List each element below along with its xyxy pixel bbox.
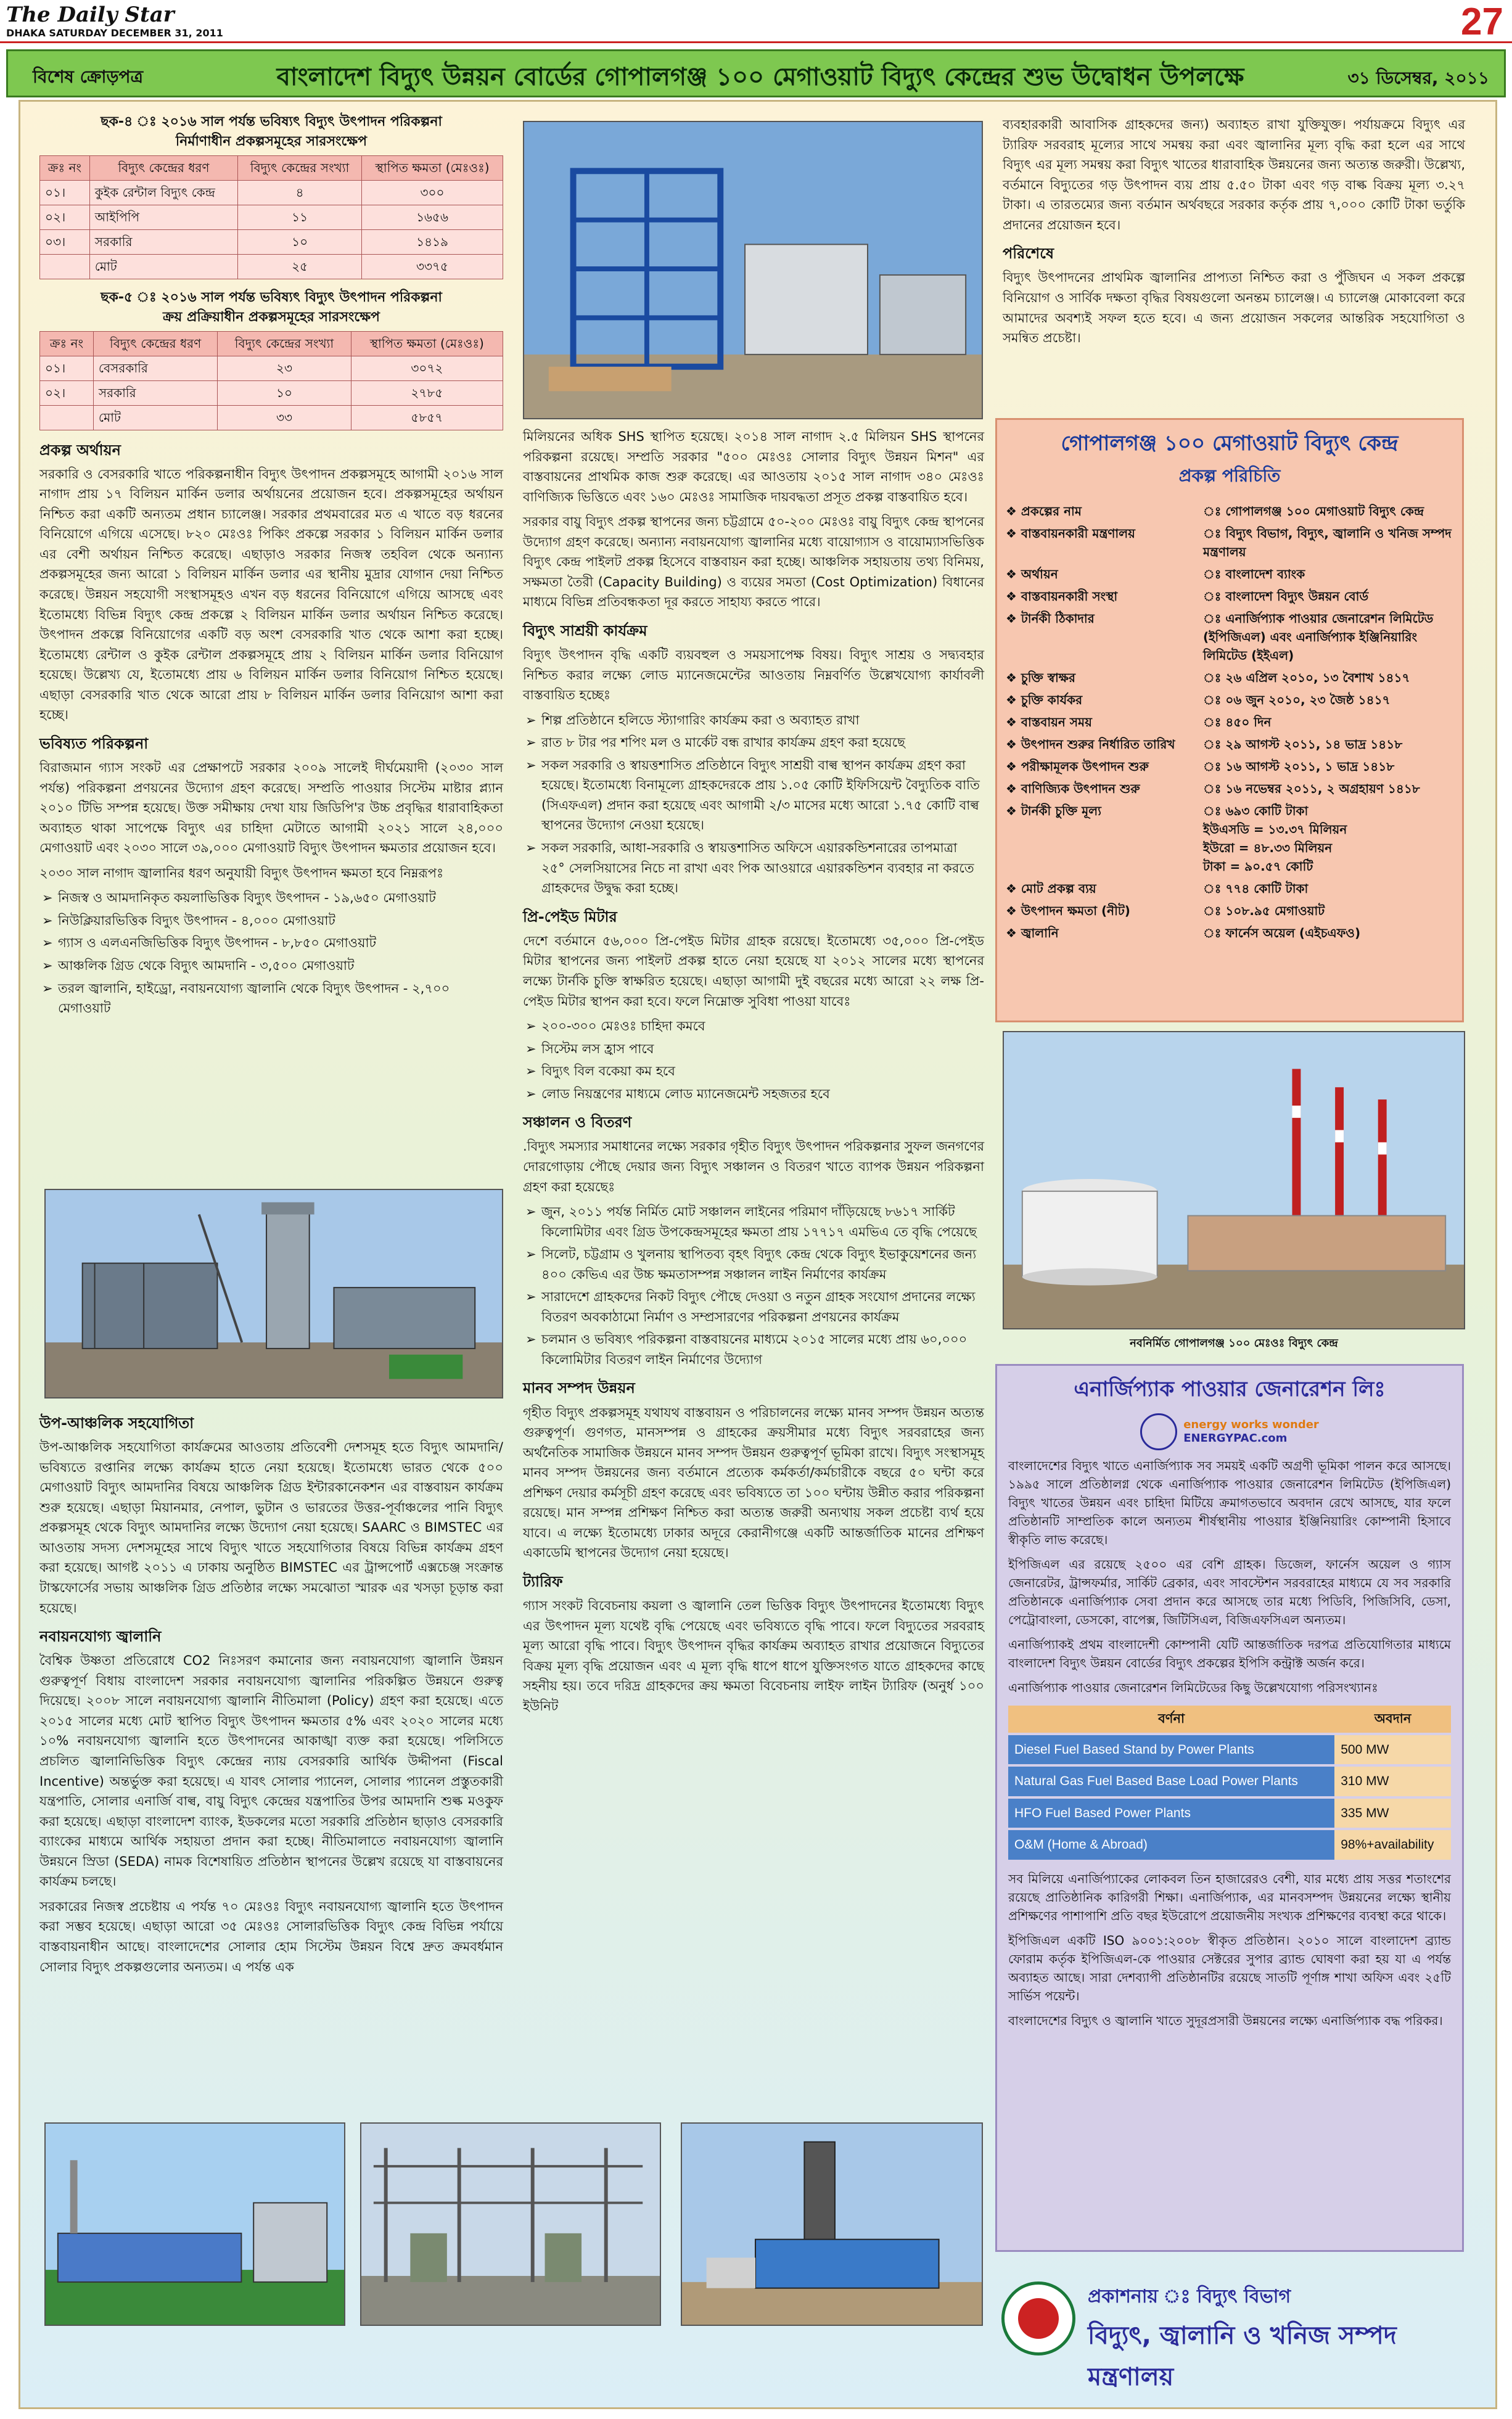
energypac-para-2: ইপিজিএল এর রয়েছে ২৫০০ এর বেশি গ্রাহক। ডিজেল, ফার্নেস অয়েল ও গ্যাস জেনারেটর, ট্রান্সফর্মার, সার্কিট ব্রেকার, এবং সাবস্টেশন সরবরাহের মাধ্যমে যে সব সরকারি প্রতিষ্ঠানকে এনার্জিপ্যাক সেবা প্রদান করে আসছে তার মধ্যে পিডিবি, পিজিসিবি, ডেসা, পেট্রোবাংলা, ডেসকো, বাপেক্স, জিটিসিএল, বিজিএফসিএল অন্যতম। bbox=[1008, 1557, 1451, 1627]
photo-turbine-hall-image bbox=[682, 2124, 982, 2325]
dateline: DHAKA SATURDAY DECEMBER 31, 2011 bbox=[6, 27, 223, 39]
profile-row bbox=[997, 755, 1462, 778]
profile-key: ❖ বাস্তবায়ন সময় bbox=[1006, 713, 1203, 731]
table2-header: স্থাপিত ক্ষমতা (মেঃওঃ) bbox=[351, 331, 503, 356]
stats-desc: HFO Fuel Based Power Plants bbox=[1008, 1799, 1334, 1828]
table-cell: কুইক রেন্টাল বিদ্যুৎ কেন্দ্র bbox=[89, 180, 237, 205]
paragraph-prepaid: দেশে বর্তমানে ৫৬,০০০ প্রি-পেইড মিটার গ্রাহক রয়েছে। ইতোমধ্যে ৩৫,০০০ প্রি-পেইড মিটার স্থাপনের জন্য পাইলট প্রকল্প হাতে নেয়া হয়েছে যা ২০১২ সালের মধ্যে স্থাপনের লক্ষ্যে টার্নকি চুক্তি স্বাক্ষরিত হয়েছে। এছাড়া আগামী দুই বছরের মধ্যে আরো ২২ লক্ষ প্রি-পেইড মিটার স্থাপন করা হবে। ফলে নিম্নোক্ত সুবিধা পাওয়া যাবেঃ bbox=[523, 933, 985, 1009]
table-cell: ৩৩ bbox=[218, 405, 351, 430]
paragraph-tariff: গ্যাস সংকট বিবেচনায় কয়লা ও জ্বালানি তেল ভিত্তিক বিদ্যুৎ উৎপাদনের ইতোমধ্যে বিদ্যুৎ এর উৎপাদন মূল্য যথেষ্ট বৃদ্ধি পেয়েছে এবং ভবিষ্যতে বৃদ্ধি পাবে। ফলে বিদ্যুতের সরবরাহ মূল্য আরো বৃদ্ধি পাবে। বিদ্যুৎ উৎপাদন বৃদ্ধির কার্যক্রম অব্যাহত রাখার প্রয়োজনে বিদ্যুতের বিক্রয় মূল্য বৃদ্ধি প্রয়োজন এবং এ মূল্য বৃদ্ধি ধাপে ধাপে যুক্তিসংগত যাতে গ্রাহকদের কাছে সহনীয় হয়। তবে দরিদ্র গ্রাহকদের ক্রয় ক্ষমতা বিবেচনায় লাইফ লাইন ট্যারিফ (অনুর্ধ ১০০ ইউনিট bbox=[523, 1598, 984, 1714]
photo-turbine-hall bbox=[681, 2122, 983, 2326]
energypac-para-1: বাংলাদেশের বিদ্যুৎ খাতে এনার্জিপ্যাক সব সময়ই একটি অগ্রণী ভূমিকা পালন করে আসছে। ১৯৯৫ সালে প্রতিষ্ঠালগ্ন থেকে এনার্জিপ্যাক পাওয়ার জেনারেশন লিমিটেড (ইপিজিএল) বিদ্যুৎ খাতের উন্নয়ন এবং চাহিদা মিটিয়ে ক্রমাগতভাবে অবদান রেখে আসছে, যার ফলে প্রতিষ্ঠানটি সাম্প্রতিক কালে অন্যতম শীর্ষস্থানীয় পাওয়ার ইঞ্জিনিয়ারিং কোম্পানী হিসাবে স্বীকৃতি লাভ করেছে। bbox=[1008, 1458, 1451, 1547]
table-row bbox=[1008, 1830, 1451, 1860]
table-row bbox=[40, 205, 503, 229]
energypac-box bbox=[995, 1364, 1464, 2252]
profile-row bbox=[997, 607, 1462, 667]
paragraph-renewable: বৈশ্বিক উষ্ণতা প্রতিরোধে CO2 নিঃসরণ কমানোর জন্য নবায়নযোগ্য জ্বালানি উন্নয়ন গুরুত্বপূর্ণ বিধায় বাংলাদেশ সরকার নবায়নযোগ্য জ্বালানির পরিকল্পিত উন্নয়নে গুরুত্ব দিয়েছে। ২০০৮ সালে নবায়নযোগ্য জ্বালানি নীতিমালা (Policy) গ্রহণ করা হয়েছে। এতে ২০১৫ সালের মধ্যে মোট স্থাপিত বিদ্যুৎ উৎপাদন ক্ষমতার ৫% এবং ২০২০ সালের মধ্যে ১০% নবায়নযোগ্য জ্বালানি হতে উৎপাদনের আকাঙ্খা ব্যক্ত করা হয়েছে। পলিসিতে প্রচলিত জ্বালানিভিত্তিক বিদ্যুৎ কেন্দ্রের ন্যায় বেসরকারি আর্থিক উদ্দীপনা (Fiscal Incentive) অন্তর্ভুক্ত করা হয়েছে। এ যাবৎ সোলার প্যানেল, সোলার প্যানেল প্রস্তুতকারী যন্ত্রপাতি, সোলার এনার্জি বাল্ব, বায়ু বিদ্যুৎ কেন্দ্রের যন্ত্রপাতির উপর আমদানি শুল্ক মওকুফ করা হয়েছে। এছাড়া বাংলাদেশ ব্যাংক, ইডকলের মতো সরকারি প্রতিষ্ঠান ছাড়াও বেসরকারি ব্যাংকের মাধ্যমে আর্থিক সহায়তা প্রদান করা হচ্ছে। নীতিমালাতে নবায়নযোগ্য জ্বালানি উন্নয়নে স্রিডা (SEDA) নামক বিশেষায়িত প্রতিষ্ঠান স্থাপনের উল্লেখ রয়েছে যা বাস্তবায়নের কার্যক্রম চলছে। bbox=[39, 1653, 503, 1889]
table-cell: ০১। bbox=[40, 356, 94, 380]
list-item: ➢ আঞ্চলিক গ্রিড থেকে বিদ্যুৎ আমদানি - ৩,৫০০ মেগাওয়াট bbox=[39, 956, 503, 976]
energypac-title: এনার্জিপ্যাক পাওয়ার জেনারেশন লিঃ bbox=[1074, 1377, 1386, 1402]
left-column bbox=[39, 112, 503, 1024]
table-row bbox=[1008, 1767, 1451, 1796]
table-cell: ৩৩৭৫ bbox=[362, 254, 503, 279]
table-cell: ১০ bbox=[218, 380, 351, 405]
profile-key: ❖ বাস্তবায়নকারী মন্ত্রণালয় bbox=[1006, 524, 1203, 561]
energypac-para-4: এনার্জিপ্যাক পাওয়ার জেনারেশন লিমিটেডের কিছু উল্লেখযোগ্য পরিসংখ্যানঃ bbox=[1008, 1680, 1378, 1695]
profile-value: ঃ এনার্জিপ্যাক পাওয়ার জেনারেশন লিমিটেড (ইপিজিএল) এবং এনার্জিপ্যাক ইঞ্জিনিয়ারিং লিমিটেড (ইইএল) bbox=[1203, 609, 1453, 665]
profile-value: ঃ গোপালগঞ্জ ১০০ মেগাওয়াট বিদ্যুৎ কেন্দ্র bbox=[1203, 502, 1453, 520]
list-item: ➢ তরল জ্বালানি, হাইড্রো, নবায়নযোগ্য জ্বালানি থেকে বিদ্যুৎ উৎপাদন - ২,৭০০ মেগাওয়াট bbox=[39, 979, 503, 1019]
profile-value: ঃ বাংলাদেশ ব্যাংক bbox=[1203, 565, 1453, 583]
middle-column bbox=[523, 427, 984, 1721]
publisher-line-2: বিদ্যুৎ, জ্বালানি ও খনিজ সম্পদ মন্ত্রণালয় bbox=[1088, 2322, 1397, 2391]
profile-row bbox=[997, 877, 1462, 900]
section-heading-saving: বিদ্যুৎ সাশ্রয়ী কার্যক্রম bbox=[523, 622, 647, 639]
table-row bbox=[40, 254, 503, 279]
table-cell: ১১ bbox=[238, 205, 362, 229]
list-item: ➢ চলমান ও ভবিষ্যৎ পরিকল্পনা বাস্তবায়নের মাধ্যমে ২০১৫ সালের মধ্যে প্রায় ৬০,০০০ কিলোমিটার বিতরণ লাইন নির্মাণের উদ্যোগ bbox=[523, 1329, 984, 1370]
table-cell: মোট bbox=[93, 405, 217, 430]
banner-date: ৩১ ডিসেম্বর, ২০১১ bbox=[1347, 68, 1489, 88]
paragraph-solar: মিলিয়নের অধিক SHS স্থাপিত হয়েছে। ২০১৪ সাল নাগাদ ২.৫ মিলিয়ন SHS স্থাপনের পরিকল্পনা রয়েছে। সম্প্রতি সরকার "৫০০ মেঃওঃ সোলার বিদ্যুৎ উন্নয়ন মিশন" এর বাস্তবায়নের প্রাথমিক কাজ শুরু করেছে। এর আওতায় ২০১৫ সাল নাগাদ ৩৪০ মেঃওঃ বাণিজ্যিক ভিত্তিতে এবং ১৬০ মেঃওঃ সামাজিক দায়বদ্ধতা প্রসূত প্রকল্প বাস্তবায়িত হবে। bbox=[523, 429, 984, 504]
list-item: ➢ লোড নিয়ন্ত্রণের মাধ্যমে লোড ম্যানেজমেন্ট সহজতর হবে bbox=[523, 1084, 984, 1104]
profile-value: ঃ ৬৯৩ কোটি টাকা ইউএসডি = ১৩.৩৭ মিলিয়ন ইউরো = ৪৮.৩৩ মিলিয়ন টাকা = ৯০.৫৭ কোটি bbox=[1203, 802, 1453, 876]
publisher-footer bbox=[995, 2269, 1464, 2399]
stats-header: অবদান bbox=[1334, 1706, 1451, 1733]
table-cell: ৩০০ bbox=[362, 180, 503, 205]
profile-value: ঃ ০৬ জুন ২০১০, ২৩ জৈষ্ঠ ১৪১৭ bbox=[1203, 691, 1453, 709]
publisher-line-1: প্রকাশনায় ঃ বিদ্যুৎ বিভাগ bbox=[1088, 2286, 1291, 2307]
table2-header: ক্রঃ নং bbox=[40, 331, 94, 356]
section-heading-financing: প্রকল্প অর্থায়ন bbox=[39, 441, 121, 459]
table2-header: বিদ্যুৎ কেন্দ্রের সংখ্যা bbox=[218, 331, 351, 356]
photo-power-plant-structure bbox=[523, 121, 983, 419]
energypac-logo-text bbox=[1183, 1418, 1319, 1445]
table-cell: সরকারি bbox=[89, 229, 237, 254]
paragraph-tariff-cont: ব্যবহারকারী আবাসিক গ্রাহকদের জন্য) অব্যাহত রাখা যুক্তিযুক্ত। পর্যায়ক্রমে বিদ্যুৎ এর ট্যারিফ সরবরাহ মূল্যের সাথে সমন্বয় করা এবং জ্বালানির মূল্য বৃদ্ধি করা হলে এর সাথে বিদ্যুৎ এর মূল্য সমন্বয় করা বিদ্যুৎ খাতের ধারাবাহিক উন্নয়নের জন্য অত্যন্ত জরুরী। উল্লেখ্য, বর্তমানে বিদ্যুতের গড় উৎপাদন ব্যয় প্রায় ৫.৫০ টাকা এবং গড় বাল্ক বিক্রয় মূল্য ৩.২৭ টাকা। এ তারতম্যের জন্য বর্তমান অর্থবছরে সরকার কর্তৃক প্রায় ৭,০০০ কোটি টাকা ভর্তুকি প্রদানের প্রয়োজন হবে। bbox=[1003, 117, 1465, 232]
table-cell: ০২। bbox=[40, 380, 94, 405]
table1-title-2: নির্মাণাধীন প্রকল্পসমূহের সারসংক্ষেপ bbox=[175, 133, 368, 149]
energypac-para-3: এনার্জিপ্যাকই প্রথম বাংলাদেশী কোম্পানী যেটি আন্তর্জাতিক দরপত্র প্রতিযোগিতার মাধ্যমে বাংলাদেশ বিদ্যুৎ উন্নয়ন বোর্ডের বিদ্যুৎ প্রকল্পের ইপিসি কন্ট্রাক্ট অর্জন করে। bbox=[1008, 1637, 1451, 1670]
profile-key: ❖ বাণিজ্যিক উৎপাদন শুরু bbox=[1006, 779, 1203, 798]
profile-value: ঃ ফার্নেস অয়েল (এইচএফও) bbox=[1203, 924, 1453, 942]
profile-value: ঃ বাংলাদেশ বিদ্যুৎ উন্নয়ন বোর্ড bbox=[1203, 587, 1453, 606]
profile-value: ঃ ১০৮.৯৫ মেগাওয়াট bbox=[1203, 901, 1453, 920]
supplement-banner bbox=[6, 49, 1506, 97]
list-item: ➢ গ্যাস ও এলএনজিভিত্তিক বিদ্যুৎ উৎপাদন - ৮,৮৫০ মেগাওয়াট bbox=[39, 933, 503, 953]
prepaid-list bbox=[523, 1016, 984, 1104]
list-item: ➢ নিউক্লিয়ারভিত্তিক বিদ্যুৎ উৎপাদন - ৪,০০০ মেগাওয়াট bbox=[39, 911, 503, 931]
photo-substation bbox=[360, 2122, 661, 2326]
profile-key: ❖ টার্নকী চুক্তি মূল্য bbox=[1006, 802, 1203, 876]
table-row bbox=[40, 356, 503, 380]
stats-value: 310 MW bbox=[1334, 1767, 1451, 1796]
government-seal-icon bbox=[1001, 2281, 1075, 2355]
paragraph-future-2: ২০৩০ সাল নাগাদ জ্বালানির ধরণ অনুযায়ী বিদ্যুৎ উৎপাদন ক্ষমতা হবে নিম্নরূপঃ bbox=[39, 865, 444, 881]
table-cell: বেসরকারি bbox=[93, 356, 217, 380]
energypac-url: ENERGYPAC.com bbox=[1183, 1432, 1288, 1445]
profile-row bbox=[997, 667, 1462, 689]
plant-photo-caption: নবনির্মিত গোপালগঞ্জ ১০০ মেঃওঃ বিদ্যুৎ কেন্দ্র bbox=[1130, 1337, 1338, 1350]
list-item: ➢ সিস্টেম লস হ্রাস পাবে bbox=[523, 1039, 984, 1059]
list-item: ➢ সিলেট, চট্টগ্রাম ও খুলনায় স্থাপিতব্য বৃহৎ বিদ্যুৎ কেন্দ্র থেকে বিদ্যুৎ ইভাকুয়েশনের জন্য ৪০০ কেভিএ এর উচ্চ ক্ষমতাসম্পন্ন সঞ্চালন লাইন নির্মাণের কার্যক্রম bbox=[523, 1244, 984, 1284]
profile-row bbox=[997, 778, 1462, 800]
paragraph-hr: গৃহীত বিদ্যুৎ প্রকল্পসমূহ যথাযথ বাস্তবায়ন ও পরিচালনের লক্ষ্যে মানব সম্পদ উন্নয়ন অত্যন্ত গুরুত্বপূর্ণ। গুণগত, মানসম্পন্ন ও গ্রাহকের ক্রয়সীমার মধ্যে বিদ্যুৎ সরবরাহের জন্য অর্থনৈতিক সামাজিক উন্নয়নে মানব সম্পদ উন্নয়ন গুরুত্বপূর্ণ ভূমিকা রাখে। বিদ্যুৎ সংস্থাসমূহ মানব সম্পদ উন্নয়নের জন্য বর্তমানে প্রত্যেক কর্মকর্তা/কর্মচারীকে বছরে ৫০ ঘন্টা করে প্রশিক্ষণ দেয়ার কর্মসূচী গ্রহণ করেছে এবং ভবিষ্যতে তা ১০০ ঘন্টায় উন্নীত করার পরিকল্পনা রয়েছে। মান সম্পন্ন প্রশিক্ষণ নিশ্চিত করা অত্যন্ত জরুরী অন্যথায় সকল প্রচেষ্টা ব্যর্থ হয়ে যাবে। এ লক্ষ্যে ইতোমধ্যে ঢাকার অদূরে কেরানীগঞ্জে একটি আন্তর্জাতিক মানের প্রশিক্ষণ একাডেমি স্থাপনের উদ্যোগ নেয়া হয়েছে। bbox=[523, 1405, 984, 1561]
table-cell: ৫৮৫৭ bbox=[351, 405, 503, 430]
profile-title: গোপালগঞ্জ ১০০ মেগাওয়াট বিদ্যুৎ কেন্দ্র bbox=[1061, 431, 1399, 456]
table-cell: ২৫ bbox=[238, 254, 362, 279]
list-item: ➢ রাত ৮ টার পর শপিং মল ও মার্কেট বন্ধ রাখার কার্যক্রম গ্রহণ করা হয়েছে bbox=[523, 733, 984, 753]
section-heading-conclusion: পরিশেষে bbox=[1003, 245, 1054, 263]
paragraph-wind: সরকার বায়ু বিদ্যুৎ প্রকল্প স্থাপনের জন্য চট্টগ্রামে ৫০-২০০ মেঃওঃ বায়ু বিদ্যুৎ কেন্দ্র স্থাপনের উদ্যোগ গ্রহণ করেছে। অন্যান্য নবায়নযোগ্য জ্বালানির মধ্যে বায়োগ্যাস ও বায়োম্যাসভিত্তিক বিদ্যুৎ কেন্দ্র পাইলট প্রকল্প হিসেবে বাস্তবায়ন করা হচ্ছে। আঞ্চলিক সহায়তায় তথ্য বিনিময়, সক্ষমতা তৈরী (Capacity Building) ও ব্যয়ের সমতা (Cost Optimization) বিধানের মাধ্যমে বিভিন্ন প্রতিবন্ধকতা দূর করতে সাহায্য করতে পারে। bbox=[523, 514, 984, 610]
banner-label: বিশেষ ক্রোড়পত্র bbox=[33, 67, 144, 87]
profile-key: ❖ উৎপাদন ক্ষমতা (নীট) bbox=[1006, 901, 1203, 920]
energypac-para-7: বাংলাদেশের বিদ্যুৎ ও জ্বালানি খাতে সুদূরপ্রসারী উন্নয়নের লক্ষ্যে এনার্জিপ্যাক বদ্ধ পরিকর। bbox=[1008, 2013, 1443, 2028]
list-item: ➢ সকল সরকারি ও স্বায়ত্তশাসিত প্রতিষ্ঠানে বিদ্যুৎ সাশ্রয়ী বাল্ব স্থাপন কার্যক্রম গ্রহণ করা হয়েছে। ইতোমধ্যে বিনামূল্যে গ্রাহকদেরকে প্রায় ১.০৫ কোটি ইফিসিয়েন্ট বৈদ্যুতিক বাতি (সিএফএল) প্রদান করা হয়েছে এবং আগামী ২/৩ মাসের মধ্যে আরো ১.৭৫ কোটি বাল্ব স্থাপনের উদ্যোগ নেওয়া হয়েছে। bbox=[523, 755, 984, 836]
photo-turbine-construction bbox=[44, 1189, 503, 1398]
profile-value: ঃ ৪৫০ দিন bbox=[1203, 713, 1453, 731]
profile-subtitle: প্রকল্প পরিচিতি bbox=[1178, 466, 1281, 486]
table2-header: বিদ্যুৎ কেন্দ্রের ধরণ bbox=[93, 331, 217, 356]
table-cell: ১৬৫৬ bbox=[362, 205, 503, 229]
banner-title: বাংলাদেশ বিদ্যুৎ উন্নয়ন বোর্ডের গোপালগঞ্জ ১০০ মেগাওয়াট বিদ্যুৎ কেন্দ্রের শুভ উদ্বোধন উপলক্ষে bbox=[276, 63, 1244, 91]
transmission-list bbox=[523, 1202, 984, 1370]
table-cell: ২৩ bbox=[218, 356, 351, 380]
table2-title-2: ক্রয় প্রক্রিয়াধীন প্রকল্পসমূহের সারসংক্ষেপ bbox=[163, 309, 380, 325]
profile-key: ❖ অর্থায়ন bbox=[1006, 565, 1203, 583]
photo-plant-building bbox=[44, 2122, 345, 2326]
saving-list bbox=[523, 710, 984, 898]
table-cell: ১০ bbox=[238, 229, 362, 254]
paragraph-financing: সরকারি ও বেসরকারি খাতে পরিকল্পনাধীন বিদ্যুৎ উৎপাদন প্রকল্পসমূহে আগামী ২০১৬ সাল নাগাদ প্রায় ১৭ বিলিয়ন মার্কিন ডলার অর্থায়নের প্রয়োজন হবে। প্রকল্পসমূহের অর্থায়ন নিশ্চিত করা একটি অন্যতম প্রধান চ্যালেঞ্জ। সরকার প্রথমবারের মত এ খাতে বড় ধরনের বিনিয়োগে এগিয়ে এসেছে। ৮২০ মেঃওঃ পিকিং প্রকল্পে সরকার ১ বিলিয়ন মার্কিন ডলার এর বেশী অর্থায়ন নিশ্চিত করেছে। এছাড়াও সরকার নিজস্ব তহবিল থেকে অন্যান্য প্রকল্পসমূহের জন্য আরো ১ বিলিয়ন মার্কিন ডলার এর স্থানীয় মুদ্রার যোগান দেয়া নিশ্চিত করেছে। উন্নয়ন সহযোগী সংস্থাসমূহও এখন বড় ধরনের বিনিয়োগে এগিয়ে আসছে এবং ইতোমধ্যে বিভিন্ন বিদ্যুৎ কেন্দ্র প্রকল্পে ২ বিলিয়ন মার্কিন ডলার অর্থায়ন নিশ্চিত করেছে। উৎপাদন প্রকল্পে বিনিয়োগের একটি বড় অংশ বেসরকারি খাত থেকে আশা করা হচ্ছে। ইতোমধ্যে রেন্টাল ও কুইক রেন্টাল প্রকল্পসমূহে প্রায় ২ বিলিয়ন মার্কিন ডলার বিনিয়োগ হয়েছে। উল্লেখ্য যে, ইতোমধ্যে প্রায় ৬ বিলিয়ন মার্কিন ডলার বিনিয়োগ নিশ্চিত হয়েছে। এছাড়া বেসরকারি খাত থেকে আরো প্রায় ৮ বিলিয়ন মার্কিন ডলার বিনিয়োগ আশা করা হচ্ছে। bbox=[39, 466, 503, 723]
table-cell: ১৪১৯ bbox=[362, 229, 503, 254]
profile-key: ❖ বাস্তবায়নকারী সংস্থা bbox=[1006, 587, 1203, 606]
profile-key: ❖ উৎপাদন শুরুর নির্ধারিত তারিখ bbox=[1006, 735, 1203, 754]
table-cell: ৩০৭২ bbox=[351, 356, 503, 380]
energypac-logo-icon bbox=[1140, 1413, 1177, 1450]
list-item: ➢ জুন, ২০১১ পর্যন্ত নির্মিত মোট সঞ্চালন লাইনের পরিমাণ দাঁড়িয়েছে ৮৬১৭ সার্কিট কিলোমিটার এবং গ্রিড উপকেন্দ্রসমূহের ক্ষমতা প্রায় ১৭৭১৭ এমভিএ তে বৃদ্ধি পেয়েছে bbox=[523, 1202, 984, 1242]
table-row bbox=[40, 180, 503, 205]
paragraph-saving: বিদ্যুৎ উৎপাদন বৃদ্ধি একটি ব্যয়বহুল ও সময়সাপেক্ষ বিষয়। বিদ্যুৎ সাশ্রয় ও সদ্ব্যবহার নিশ্চিত করার লক্ষ্যে লোড ম্যানেজমেন্টের আওতায় নিম্নবর্ণিত উল্লেখযোগ্য কার্যাবলী বাস্তবায়িত হচ্ছেঃ bbox=[523, 647, 984, 703]
energypac-para-5: সব মিলিয়ে এনার্জিপ্যাকের লোকবল তিন হাজারেরও বেশী, যার মধ্যে প্রায় সত্তর শতাংশের রয়েছে প্রাতিষ্ঠানিক কারিগরী শিক্ষা। এনার্জিপ্যাক, এর মানবসম্পদ উন্নয়নের লক্ষ্যে স্থানীয় প্রশিক্ষণের পাশাপাশি প্রতি বছর ইউরোপে প্রয়োজনীয় সংখ্যক প্রশিক্ষণের ব্যবস্থা করে থাকে। bbox=[1008, 1871, 1451, 1923]
profile-key: ❖ টার্নকী ঠিকাদার bbox=[1006, 609, 1203, 665]
profile-key: ❖ প্রকল্পের নাম bbox=[1006, 502, 1203, 520]
newspaper-brand: The Daily Star bbox=[6, 2, 175, 27]
table-cell: আইপিপি bbox=[89, 205, 237, 229]
paragraph-transmission: .বিদ্যুৎ সমস্যার সমাধানের লক্ষ্যে সরকার গৃহীত বিদ্যুৎ উৎপাদন পরিকল্পনার সুফল জনগণের দোরগোড়ায় পৌছে দেয়ার জন্য বিদ্যুৎ সঞ্চালন ও বিতরণ খাতে ব্যাপক উন্নয়ন পরিকল্পনা গ্রহণ করা হয়েছেঃ bbox=[523, 1139, 984, 1194]
section-heading-transmission: সঞ্চালন ও বিতরণ bbox=[523, 1114, 632, 1131]
list-item: ➢ ২০০-৩০০ মেঃওঃ চাহিদা কমবে bbox=[523, 1016, 984, 1037]
table-cell: ০৩। bbox=[40, 229, 90, 254]
profile-key: ❖ চুক্তি স্বাক্ষর bbox=[1006, 668, 1203, 687]
profile-row bbox=[997, 500, 1462, 522]
table-cell: ০১। bbox=[40, 180, 90, 205]
table1-header: বিদ্যুৎ কেন্দ্রের সংখ্যা bbox=[238, 155, 362, 180]
profile-row bbox=[997, 585, 1462, 607]
table-cell bbox=[40, 405, 94, 430]
future-list bbox=[39, 888, 503, 1018]
profile-value: ঃ ১৬ আগস্ট ২০১১, ১ ভাদ্র ১৪১৮ bbox=[1203, 757, 1453, 776]
section-heading-future: ভবিষ্যত পরিকল্পনা bbox=[39, 734, 149, 752]
table-row bbox=[1008, 1799, 1451, 1828]
energypac-para-6: ইপিজিএল একটি ISO ৯০০১:২০০৮ স্বীকৃত প্রতিষ্ঠান। ২০১০ সালে বাংলাদেশ ব্র্যান্ড ফোরাম কর্তৃক ইপিজিএল-কে পাওয়ার সেক্টরের সুপার ব্র্যান্ড ঘোষণা করা হয় যা এ পর্যন্ত অব্যাহত আছে। সারা দেশব্যাপী প্রতিষ্ঠানটির রয়েছে সাতটি পূর্ণাঙ্গ শাখা অফিস এবং ২৫টি সার্ভিস পয়েন্ট। bbox=[1008, 1932, 1451, 2003]
photo-substation-image bbox=[361, 2124, 660, 2325]
energypac-logo bbox=[997, 1413, 1462, 1450]
paragraph-future: বিরাজমান গ্যাস সংকট এর প্রেক্ষাপটে সরকার ২০০৯ সালেই দীর্ঘমেয়াদী (২০৩০ সাল পর্যন্ত) পরিকল্পনা প্রণয়নের উদ্যোগ গ্রহণ করেছে। সম্প্রতি পাওয়ার সিস্টেম মাষ্টার প্ল্যান ২০১০ টিভি সম্পন্ন হয়েছে। উক্ত সমীক্ষায় দেখা যায় জিডিপি'র উচ্চ প্রবৃদ্ধির ধারাবাহিকতা অব্যাহত থাকা সাপেক্ষে বিদ্যুৎ এর চাহিদা মেটাতে আগামী ২০২১ সালে ২৪,০০০ মেগাওয়াট এবং ২০৩০ সালে ৩৯,০০০ মেগাওয়াট বিদ্যুৎ উৎপাদন ক্ষমতার প্রয়োজন হবে। bbox=[39, 760, 503, 856]
table1-header: স্থাপিত ক্ষমতা (মেঃওঃ) bbox=[362, 155, 503, 180]
table-row bbox=[1008, 1735, 1451, 1765]
profile-key: ❖ মোট প্রকল্প ব্যয় bbox=[1006, 879, 1203, 898]
table-row bbox=[40, 405, 503, 430]
list-item: ➢ সারাদেশে গ্রাহকদের নিকট বিদ্যুৎ পৌছে দেওয়া ও নতুন গ্রাহক সংযোগ প্রদানের লক্ষ্যে বিতরণ অবকাঠামো নির্মাণ ও সম্প্রসারণের পরিকল্পনা প্রণয়নের কার্যক্রম bbox=[523, 1287, 984, 1327]
table1-header: বিদ্যুৎ কেন্দ্রের ধরণ bbox=[89, 155, 237, 180]
list-item: ➢ শিল্প প্রতিষ্ঠানে হলিডে স্ট্যাগারিং কার্যক্রম করা ও অব্যাহত রাখা bbox=[523, 710, 984, 731]
table1-header: ক্রঃ নং bbox=[40, 155, 90, 180]
table-cell: মোট bbox=[89, 254, 237, 279]
table-cell: ৪ bbox=[238, 180, 362, 205]
photo-turbine-image bbox=[46, 1190, 502, 1397]
profile-value: ঃ ১৬ নভেম্বর ২০১১, ২ অগ্রহায়ণ ১৪১৮ bbox=[1203, 779, 1453, 798]
table-cell: ২৭৮৫ bbox=[351, 380, 503, 405]
stats-desc: Natural Gas Fuel Based Base Load Power Plants bbox=[1008, 1767, 1334, 1796]
energypac-stats-table bbox=[1008, 1703, 1451, 1862]
photo-gopalganj-plant bbox=[1003, 1031, 1465, 1329]
profile-rows bbox=[997, 500, 1462, 944]
stats-value: 98%+availability bbox=[1334, 1830, 1451, 1860]
profile-row bbox=[997, 563, 1462, 585]
paragraph-conclusion: বিদ্যুৎ উৎপাদনের প্রাথমিক জ্বালানির প্রাপ্যতা নিশ্চিত করা ও পুঁজিঘন এ সকল প্রকল্পে বিনিয়োগ ও সার্বিক দক্ষতা বৃদ্ধির বিষয়গুলো অনন্তম চ্যালেঞ্জ। এ চ্যালেঞ্জ মোকাবেলা করে আমাদের অবশ্যই সফল হতে হবে। এ জন্য প্রয়োজন সকলের আন্তরিক সহযোগিতা ও সমন্বিত প্রচেষ্টা। bbox=[1003, 270, 1465, 346]
profile-value: ঃ ২৯ আগস্ট ২০১১, ১৪ ভাদ্র ১৪১৮ bbox=[1203, 735, 1453, 754]
stats-value: 500 MW bbox=[1334, 1735, 1451, 1765]
stats-desc: Diesel Fuel Based Stand by Power Plants bbox=[1008, 1735, 1334, 1765]
list-item: ➢ নিজস্ব ও আমদানিকৃত কয়লাভিত্তিক বিদ্যুৎ উৎপাদন - ১৯,৬৫০ মেগাওয়াট bbox=[39, 888, 503, 908]
section-heading-renewable: নবায়নযোগ্য জ্বালানি bbox=[39, 1628, 162, 1646]
profile-row bbox=[997, 800, 1462, 877]
profile-value: ঃ বিদ্যুৎ বিভাগ, বিদ্যুৎ, জ্বালানি ও খনিজ সম্পদ মন্ত্রণালয় bbox=[1203, 524, 1453, 561]
list-item: ➢ বিদ্যুৎ বিল বকেয়া কম হবে bbox=[523, 1061, 984, 1082]
project-profile-box bbox=[995, 418, 1464, 1022]
list-item: ➢ সকল সরকারি, আধা-সরকারি ও স্বায়ত্তশাসিত অফিসে এয়ারকন্ডিশনারের তাপমাত্রা ২৫° সেলসিয়াসের নিচে না রাখা এবং পিক আওয়ারে এয়ারকন্ডিশন ব্যবহার না করতে গ্রাহকদের উদ্বুদ্ধ করা হচ্ছে। bbox=[523, 838, 984, 898]
profile-row bbox=[997, 522, 1462, 563]
profile-row bbox=[997, 900, 1462, 922]
profile-value: ঃ ৭৭৪ কোটি টাকা bbox=[1203, 879, 1453, 898]
energypac-tagline: energy works wonder bbox=[1183, 1418, 1319, 1432]
stats-header: বর্ণনা bbox=[1008, 1706, 1334, 1733]
profile-row bbox=[997, 922, 1462, 944]
profile-value: ঃ ২৬ এপ্রিল ২০১০, ১৩ বৈশাখ ১৪১৭ bbox=[1203, 668, 1453, 687]
profile-row bbox=[997, 733, 1462, 755]
left-column-lower bbox=[39, 1405, 503, 1982]
section-heading-tariff: ট্যারিফ bbox=[523, 1573, 563, 1590]
profile-key: ❖ জ্বালানি bbox=[1006, 924, 1203, 942]
table-cell: ০২। bbox=[40, 205, 90, 229]
table-row bbox=[40, 380, 503, 405]
paragraph-renewable-2: সরকারের নিজস্ব প্রচেষ্টায় এ পর্যন্ত ৭০ মেঃওঃ বিদ্যুৎ নবায়নযোগ্য জ্বালানি হতে উৎপাদন করা সম্ভব হয়েছে। এছাড়া আরো ৩৫ মেঃওঃ সোলারভিত্তিক বিদ্যুৎ কেন্দ্র বিভিন্ন পর্যায়ে বাস্তবায়নাধীন আছে। বাংলাদেশের সোলার হোম সিস্টেম উন্নয়ন বিশ্বে দ্রুত ক্রমবর্ধমান সোলার বিদ্যুৎ প্রকল্পগুলোর অন্যতম। এ পর্যন্ত এক bbox=[39, 1899, 503, 1974]
profile-row bbox=[997, 711, 1462, 733]
table2-title-1: ছক-৫ ঃ ২০১৬ সাল পর্যন্ত ভবিষ্যৎ বিদ্যুৎ উৎপাদন পরিকল্পনা bbox=[101, 289, 442, 305]
stats-desc: O&M (Home & Abroad) bbox=[1008, 1830, 1334, 1860]
photo-power-plant-image bbox=[524, 122, 982, 418]
section-heading-hr: মানব সম্পদ উন্নয়ন bbox=[523, 1379, 635, 1397]
energypac-body bbox=[997, 1456, 1462, 2030]
seal-inner bbox=[1018, 2298, 1059, 2339]
profile-key: ❖ পরীক্ষামূলক উৎপাদন শুরু bbox=[1006, 757, 1203, 776]
table2 bbox=[39, 331, 503, 430]
right-column bbox=[1003, 115, 1465, 353]
masthead bbox=[0, 0, 1512, 43]
profile-row bbox=[997, 689, 1462, 711]
table-row bbox=[40, 229, 503, 254]
table1 bbox=[39, 155, 503, 279]
photo-plant-building-image bbox=[46, 2124, 344, 2325]
photo-gopalganj-image bbox=[1004, 1032, 1464, 1328]
table1-title-1: ছক-৪ ঃ ২০১৬ সাল পর্যন্ত ভবিষ্যৎ বিদ্যুৎ উৎপাদন পরিকল্পনা bbox=[101, 114, 442, 129]
paragraph-regional: উপ-আঞ্চলিক সহযোগিতা কার্যক্রমের আওতায় প্রতিবেশী দেশসমূহ হতে বিদ্যুৎ আমদানি/ ভবিষ্যতে রপ্তানির লক্ষ্যে কার্যক্রম হাতে নেয়া হয়েছে। ইতোমধ্যে ভারত থেকে ৫০০ মেগাওয়াট বিদ্যুৎ আমদানির বিষয়ে আঞ্চলিক গ্রিড ইন্টারকানেকশন এর বাস্তবায়ন কার্যক্রম শুরু হয়েছে। এছাড়া মিয়ানমার, নেপাল, ভুটান ও ভারতের উত্তর-পূর্বাঞ্চলের পানি বিদ্যুৎ প্রকল্পসমূহ থেকে বিদ্যুৎ আমদানির লক্ষ্যে উদ্যোগ নেয়া হয়েছে। SAARC ও BIMSTEC এর আওতায় সদস্য দেশসমূহের সাথে বিদ্যুৎ খাতে সহযোগিতার বিষয়ে বিভিন্ন কার্যক্রম গ্রহণ করা হয়েছে। আগষ্ট ২০১১ এ ঢাকায় অনুষ্ঠিত BIMSTEC এর ট্রান্সপোর্ট এক্সচেঞ্জ সংক্রান্ত টাস্কফোর্সের সভায় আঞ্চলিক গ্রিড প্রতিষ্ঠার লক্ষ্যে সমঝোতা স্মারক এর খসড়া চূড়ান্ত করা হয়েছে। bbox=[39, 1440, 503, 1616]
section-heading-prepaid: প্রি-পেইড মিটার bbox=[523, 908, 617, 926]
table-cell bbox=[40, 254, 90, 279]
stats-value: 335 MW bbox=[1334, 1799, 1451, 1828]
profile-key: ❖ চুক্তি কার্যকর bbox=[1006, 691, 1203, 709]
table-cell: সরকারি bbox=[93, 380, 217, 405]
page-number: 27 bbox=[1461, 1, 1503, 43]
section-heading-regional: উপ-আঞ্চলিক সহযোগিতা bbox=[39, 1415, 194, 1432]
